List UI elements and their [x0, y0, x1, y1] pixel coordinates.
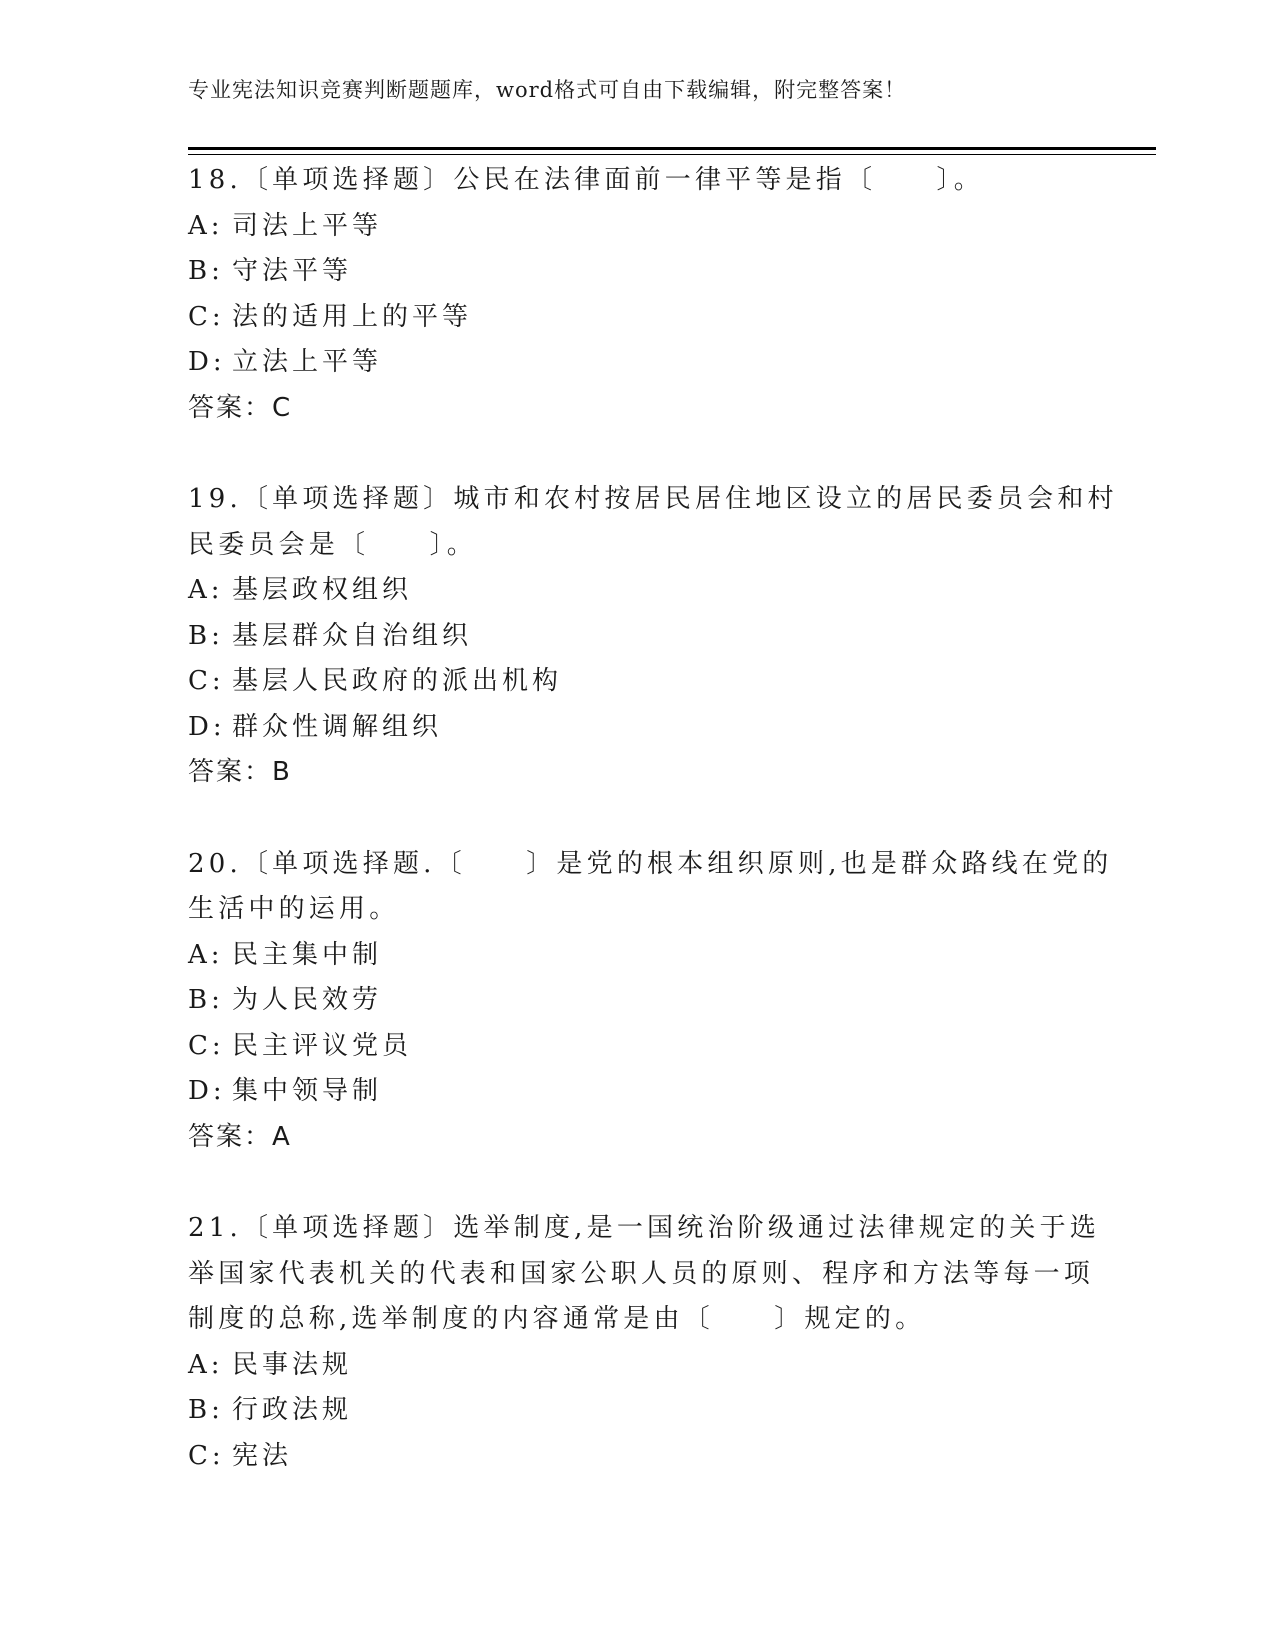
- option-text: 为人民效劳: [232, 985, 383, 1015]
- question-stem: [188, 477, 1118, 568]
- answer-line: 答案：B: [188, 757, 292, 787]
- option-letter: C:: [188, 301, 225, 332]
- question-stem-line: 20.〔单项选择题.〔 〕是党的根本组织原则,也是群众路线在党的: [188, 848, 1113, 879]
- option-letter: D:: [188, 1076, 226, 1106]
- question-stem: [188, 1206, 1101, 1343]
- option-a: [188, 204, 1088, 250]
- option-a: [188, 933, 1088, 979]
- question-stem: [188, 842, 1113, 933]
- option-d: [188, 340, 1088, 386]
- option-letter: A:: [188, 210, 224, 241]
- option-letter: A:: [188, 939, 224, 970]
- option-b: [188, 1388, 1088, 1434]
- option-text: 司法上平等: [232, 210, 383, 241]
- option-text: 宪法: [232, 1440, 293, 1471]
- option-c: [188, 1434, 1088, 1480]
- option-c: [188, 1024, 1088, 1070]
- question-stem: [188, 158, 1088, 204]
- option-text: 民事法规: [232, 1349, 353, 1380]
- question-stem-line: 民委员会是〔 〕。: [188, 529, 478, 560]
- option-text: 民主集中制: [232, 939, 383, 970]
- option-text: 守法平等: [232, 256, 353, 286]
- option-a: [188, 1343, 1088, 1389]
- question-19: [188, 477, 1118, 796]
- question-20: [188, 842, 1113, 1161]
- option-a: [188, 568, 1088, 614]
- question-stem-line: 制度的总称,选举制度的内容通常是由〔 〕规定的。: [188, 1304, 926, 1334]
- question-stem-line: 18.〔单项选择题〕公民在法律面前一律平等是指〔 〕。: [188, 165, 984, 195]
- option-b: [188, 249, 1088, 295]
- option-d: [188, 705, 1088, 751]
- question-18: [188, 158, 1088, 431]
- option-text: 立法上平等: [232, 347, 383, 377]
- option-b: [188, 978, 1088, 1024]
- option-letter: A:: [188, 1349, 224, 1380]
- option-text: 基层人民政府的派出机构: [232, 666, 563, 696]
- option-letter: A:: [188, 575, 224, 605]
- option-text: 法的适用上的平等: [232, 301, 473, 332]
- option-letter: C:: [188, 1030, 225, 1061]
- option-letter: C:: [188, 666, 225, 696]
- header-rule-thin: [188, 154, 1156, 155]
- header-rule-thick: [188, 147, 1156, 150]
- option-letter: B:: [188, 620, 224, 651]
- option-d: [188, 1069, 1088, 1115]
- option-letter: D:: [188, 711, 226, 742]
- option-text: 民主评议党员: [232, 1030, 413, 1061]
- option-letter: B:: [188, 256, 224, 286]
- option-c: [188, 659, 1088, 705]
- option-text: 行政法规: [232, 1395, 353, 1425]
- option-letter: B:: [188, 985, 224, 1015]
- question-21: [188, 1206, 1101, 1479]
- option-letter: B:: [188, 1395, 224, 1425]
- option-text: 基层群众自治组织: [232, 620, 473, 651]
- option-b: [188, 614, 1088, 660]
- option-letter: C:: [188, 1440, 225, 1471]
- question-list: [188, 158, 1118, 1525]
- question-stem-line: 19.〔单项选择题〕城市和农村按居民居住地区设立的居民委员会和村: [188, 484, 1118, 514]
- option-c: [188, 295, 1088, 341]
- option-text: 基层政权组织: [232, 575, 413, 605]
- question-stem-line: 举国家代表机关的代表和国家公职人员的原则、程序和方法等每一项: [188, 1258, 1095, 1289]
- answer-line: 答案：C: [188, 392, 293, 423]
- answer-line: 答案：A: [188, 1121, 292, 1152]
- option-letter: D:: [188, 347, 226, 377]
- question-stem-line: 21.〔单项选择题〕选举制度,是一国统治阶级通过法律规定的关于选: [188, 1213, 1101, 1243]
- page-header: 专业宪法知识竞赛判断题题库，word格式可自由下载编辑，附完整答案！: [188, 78, 907, 102]
- option-text: 集中领导制: [232, 1076, 383, 1106]
- option-text: 群众性调解组织: [232, 711, 443, 742]
- question-stem-line: 生活中的运用。: [188, 894, 400, 924]
